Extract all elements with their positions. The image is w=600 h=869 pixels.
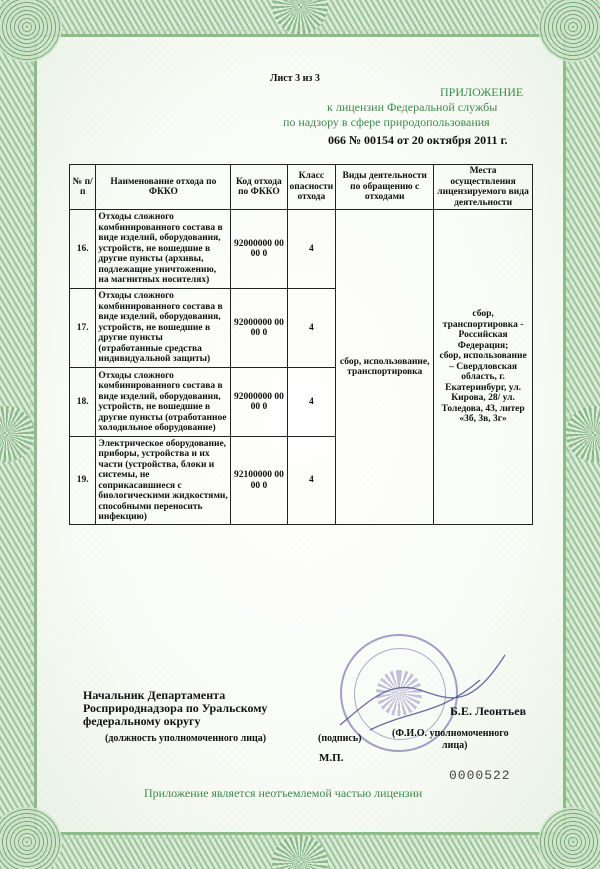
license-number: 066 № 00154 от 20 октября 2011 г. — [328, 133, 508, 147]
appendix-title: ПРИЛОЖЕНИЕ — [440, 85, 524, 99]
row-num: 19. — [70, 437, 96, 525]
position-line-1: Начальник Департамента — [83, 688, 226, 702]
row-name: Отходы сложного комбинированного состава в виде изделий, оборудования, устройств, не вошедшие в другие пункты (отработанные средства индивидуальной защиты) — [96, 289, 231, 368]
fio-caption-2: лица) — [442, 740, 468, 751]
header-num: № п/ п — [70, 165, 96, 210]
appendix-subtitle-1: к лицензии Федеральной службы — [327, 100, 498, 114]
waste-table — [69, 164, 533, 525]
header-places: Места осуществления лицензируемого вида деятельности — [434, 165, 533, 210]
table-row — [70, 210, 533, 289]
row-class: 4 — [287, 210, 336, 289]
row-class: 4 — [287, 289, 336, 368]
places-text-1: сбор, транспортировка - Российская Федерация; — [442, 309, 524, 351]
row-class: 4 — [287, 437, 336, 525]
header-class: Класс опасности отхода — [287, 165, 336, 210]
row-code: 92000000 00 00 0 — [231, 368, 287, 437]
activity-cell: сбор, использование, транспортировка — [336, 210, 434, 525]
row-class: 4 — [287, 368, 336, 437]
row-code: 92100000 00 00 0 — [231, 437, 287, 525]
footer-note: Приложение является неотъемлемой частью лицензии — [144, 786, 423, 800]
row-num: 16. — [70, 210, 96, 289]
places-text-2: сбор, использование – Свердловская область, г. Екатеринбург, ул. Кирова, 28/ ул. Толедова, 43, литер «3б, 3в, 3г» — [439, 351, 527, 425]
places-cell — [434, 210, 533, 525]
signatory-name: Б.Е. Леонтьев — [450, 704, 527, 718]
row-name: Электрическое оборудование, приборы, устройства и их части (устройства, блоки и системы, не соприкасавшиеся с биологическими жидкостями, способными переносить инфекцию) — [96, 437, 231, 525]
mp-mark: М.П. — [319, 752, 344, 764]
fio-caption-1: (Ф.И.О. уполномоченного — [392, 728, 509, 739]
table-header-row — [70, 165, 533, 210]
position-line-3: федеральному округу — [83, 714, 201, 728]
position-line-2: Росприроднадзора по Уральскому — [83, 701, 268, 715]
corner-ornament-bottom-right — [538, 807, 600, 869]
row-name: Отходы сложного комбинированного состава в виде изделий, оборудования, устройств, не вошедшие в другие пункты (отработанное холодильное оборудование) — [96, 368, 231, 437]
signature-caption: (подпись) — [318, 733, 362, 744]
header-name: Наименование отхода по ФККО — [96, 165, 231, 210]
position-caption: (должность уполномоченного лица) — [105, 733, 267, 744]
signature-scribble — [330, 640, 520, 740]
row-num: 18. — [70, 368, 96, 437]
header-activity: Виды деятельности по обращению с отходами — [336, 165, 434, 210]
row-code: 92000000 00 00 0 — [231, 210, 287, 289]
header-code: Код отхода по ФККО — [231, 165, 287, 210]
appendix-subtitle-2: по надзору в сфере природопользования — [283, 115, 490, 129]
row-num: 17. — [70, 289, 96, 368]
serial-number: 0000522 — [449, 768, 511, 783]
row-code: 92000000 00 00 0 — [231, 289, 287, 368]
row-name: Отходы сложного комбинированного состава в виде изделий, оборудования, устройств, не вошедшие в другие пункты (архивы, подлежащие уничтожению, на магнитных носителях) — [96, 210, 231, 289]
sheet-number: Лист 3 из 3 — [270, 73, 320, 84]
